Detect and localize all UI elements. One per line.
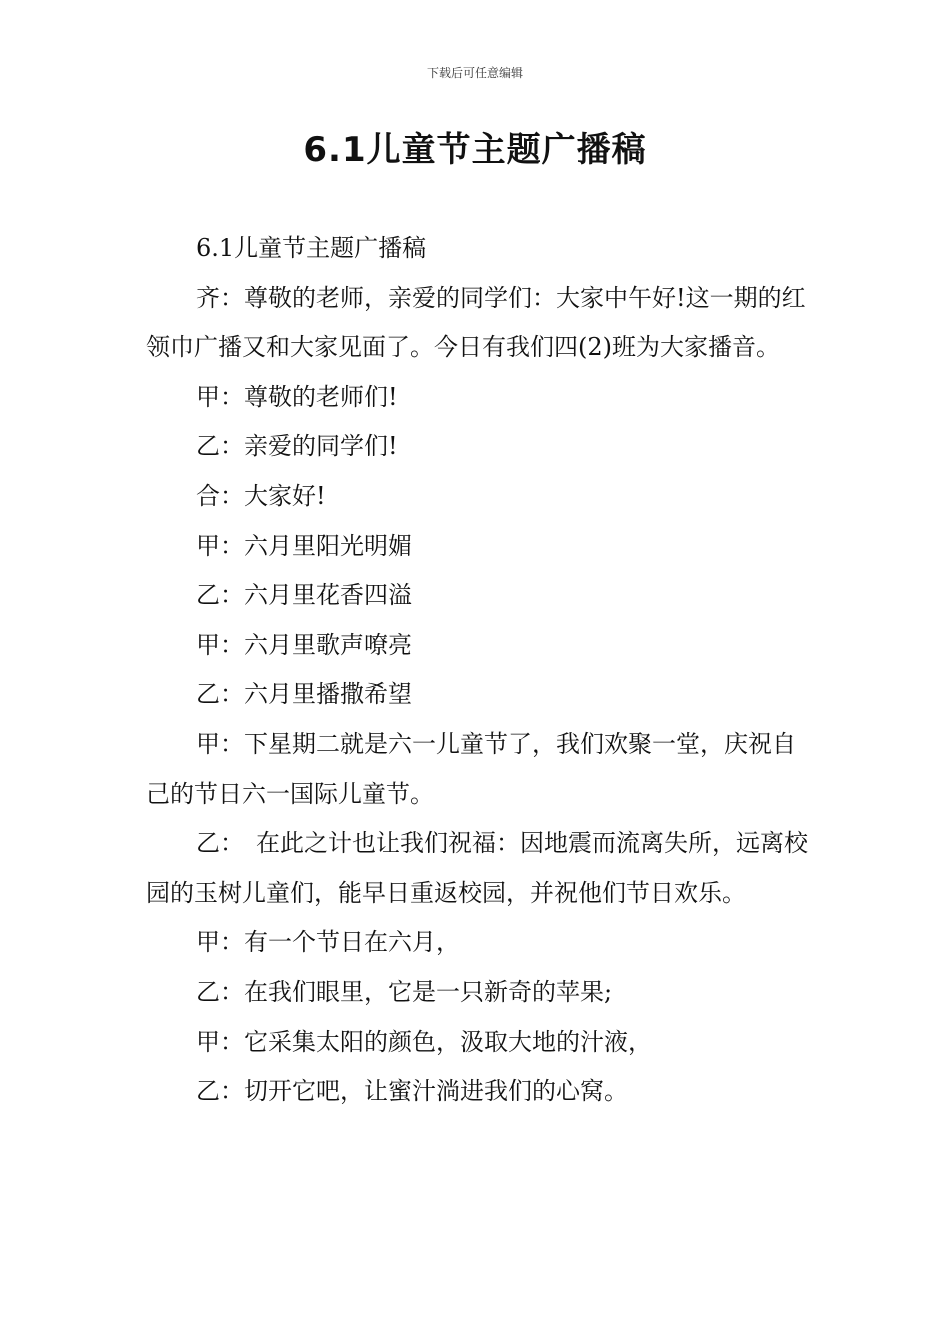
document-body (146, 224, 810, 1117)
paragraph-line: 甲：六月里歌声嘹亮 (196, 630, 412, 659)
paragraph-line: 乙：六月里播撒希望 (196, 680, 412, 709)
paragraph-line: 乙：六月里花香四溢 (196, 581, 412, 610)
paragraph-opening: 齐：尊敬的老师，亲爱的同学们：大家中午好!这一期的红领巾广播又和大家见面了。今日有我们四(2)班为大家播音。 (146, 283, 806, 362)
paragraph-line: 乙：亲爱的同学们! (196, 432, 398, 461)
paragraph-line: 甲：尊敬的老师们! (196, 382, 398, 411)
paragraph-line: 甲：下星期二就是六一儿童节了，我们欢聚一堂，庆祝自己的节日六一国际儿童节。 (146, 729, 796, 808)
header-note: 下载后可任意编辑 (426, 66, 523, 80)
paragraph-line: 乙： 在此之计也让我们祝福：因地震而流离失所，远离校园的玉树儿童们，能早日重返校园，并祝他们节日欢乐。 (146, 829, 808, 907)
paragraph-subtitle: 6.1儿童节主题广播稿 (196, 234, 427, 262)
paragraph-line: 甲：它采集太阳的颜色，汲取大地的汁液， (196, 1027, 652, 1056)
paragraph-line: 乙：在我们眼里，它是一只新奇的苹果; (196, 977, 613, 1006)
paragraph-line: 乙：切开它吧，让蜜汁淌进我们的心窝。 (196, 1077, 628, 1106)
paragraph-line: 合：大家好! (196, 481, 326, 510)
paragraph-line: 甲：六月里阳光明媚 (196, 531, 412, 560)
document-title: 6.1儿童节主题广播稿 (303, 130, 647, 170)
paragraph-line: 甲：有一个节日在六月， (196, 928, 460, 957)
